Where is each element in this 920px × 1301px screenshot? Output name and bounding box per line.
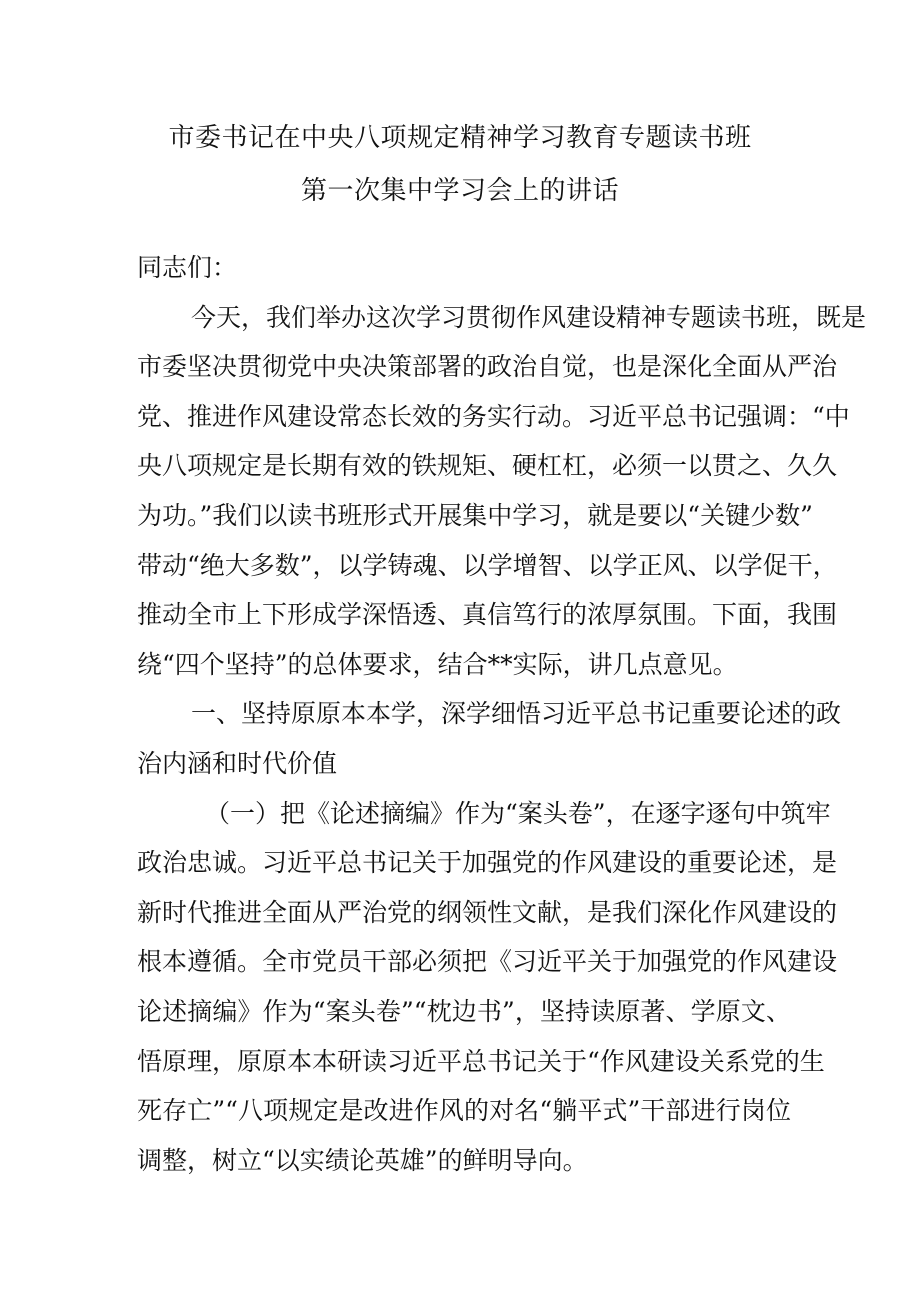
body-text-line: 悟原理，原原本本研读习近平总书记关于“作风建设关系党的生 — [137, 1046, 825, 1076]
body-text-line: 根本遵循。全市党员干部必须把《习近平关于加强党的作风建设 — [137, 947, 838, 977]
body-text-line: 今天，我们举办这次学习贯彻作风建设精神专题读书班，既是 — [191, 302, 867, 332]
body-text-line: 论述摘编》作为“案头卷”“枕边书”，坚持读原著、学原文、 — [137, 996, 791, 1026]
body-text-line: 死存亡”“八项规定是改进作风的对名“躺平式”干部进行岗位 — [137, 1096, 791, 1126]
body-text-line: 一、坚持原原本本学，深学细悟习近平总书记重要论述的政 — [191, 699, 842, 729]
body-text-line: 调整，树立“以实绩论英雄”的鲜明导向。 — [137, 1145, 588, 1175]
body-text-line: （一）把《论述摘编》作为“案头卷”，在逐字逐句中筑牢 — [205, 798, 831, 828]
body-text-line: 推动全市上下形成学深悟透、真信笃行的浓厚氛围。下面，我围 — [137, 600, 838, 630]
document-title-line-1: 市委书记在中央八项规定精神学习教育专题读书班 — [168, 123, 752, 153]
document-body — [137, 250, 867, 1192]
body-text-line: 同志们： — [137, 253, 238, 282]
document-title-line-2: 第一次集中学习会上的讲话 — [300, 176, 619, 206]
body-text-line: 绕“四个坚持”的总体要求，结合**实际，讲几点意见。 — [137, 649, 738, 679]
body-text-line: 带动“绝大多数”，以学铸魂、以学增智、以学正风、以学促干， — [137, 550, 838, 580]
body-text-line: 党、推进作风建设常态长效的务实行动。习近平总书记强调：“中 — [137, 401, 850, 431]
body-text-line: 政治忠诚。习近平总书记关于加强党的作风建设的重要论述，是 — [137, 848, 838, 878]
body-text-line: 新时代推进全面从严治党的纲领性文献，是我们深化作风建设的 — [137, 897, 838, 927]
body-text-line: 为功。”我们以读书班形式开展集中学习，就是要以“关键少数” — [137, 500, 813, 530]
body-text-line: 治内涵和时代价值 — [137, 748, 338, 778]
body-text-line: 市委坚决贯彻党中央决策部署的政治自觉，也是深化全面从严治 — [137, 352, 838, 382]
body-text-line: 央八项规定是长期有效的铁规矩、硬杠杠，必须一以贯之、久久 — [137, 451, 838, 481]
